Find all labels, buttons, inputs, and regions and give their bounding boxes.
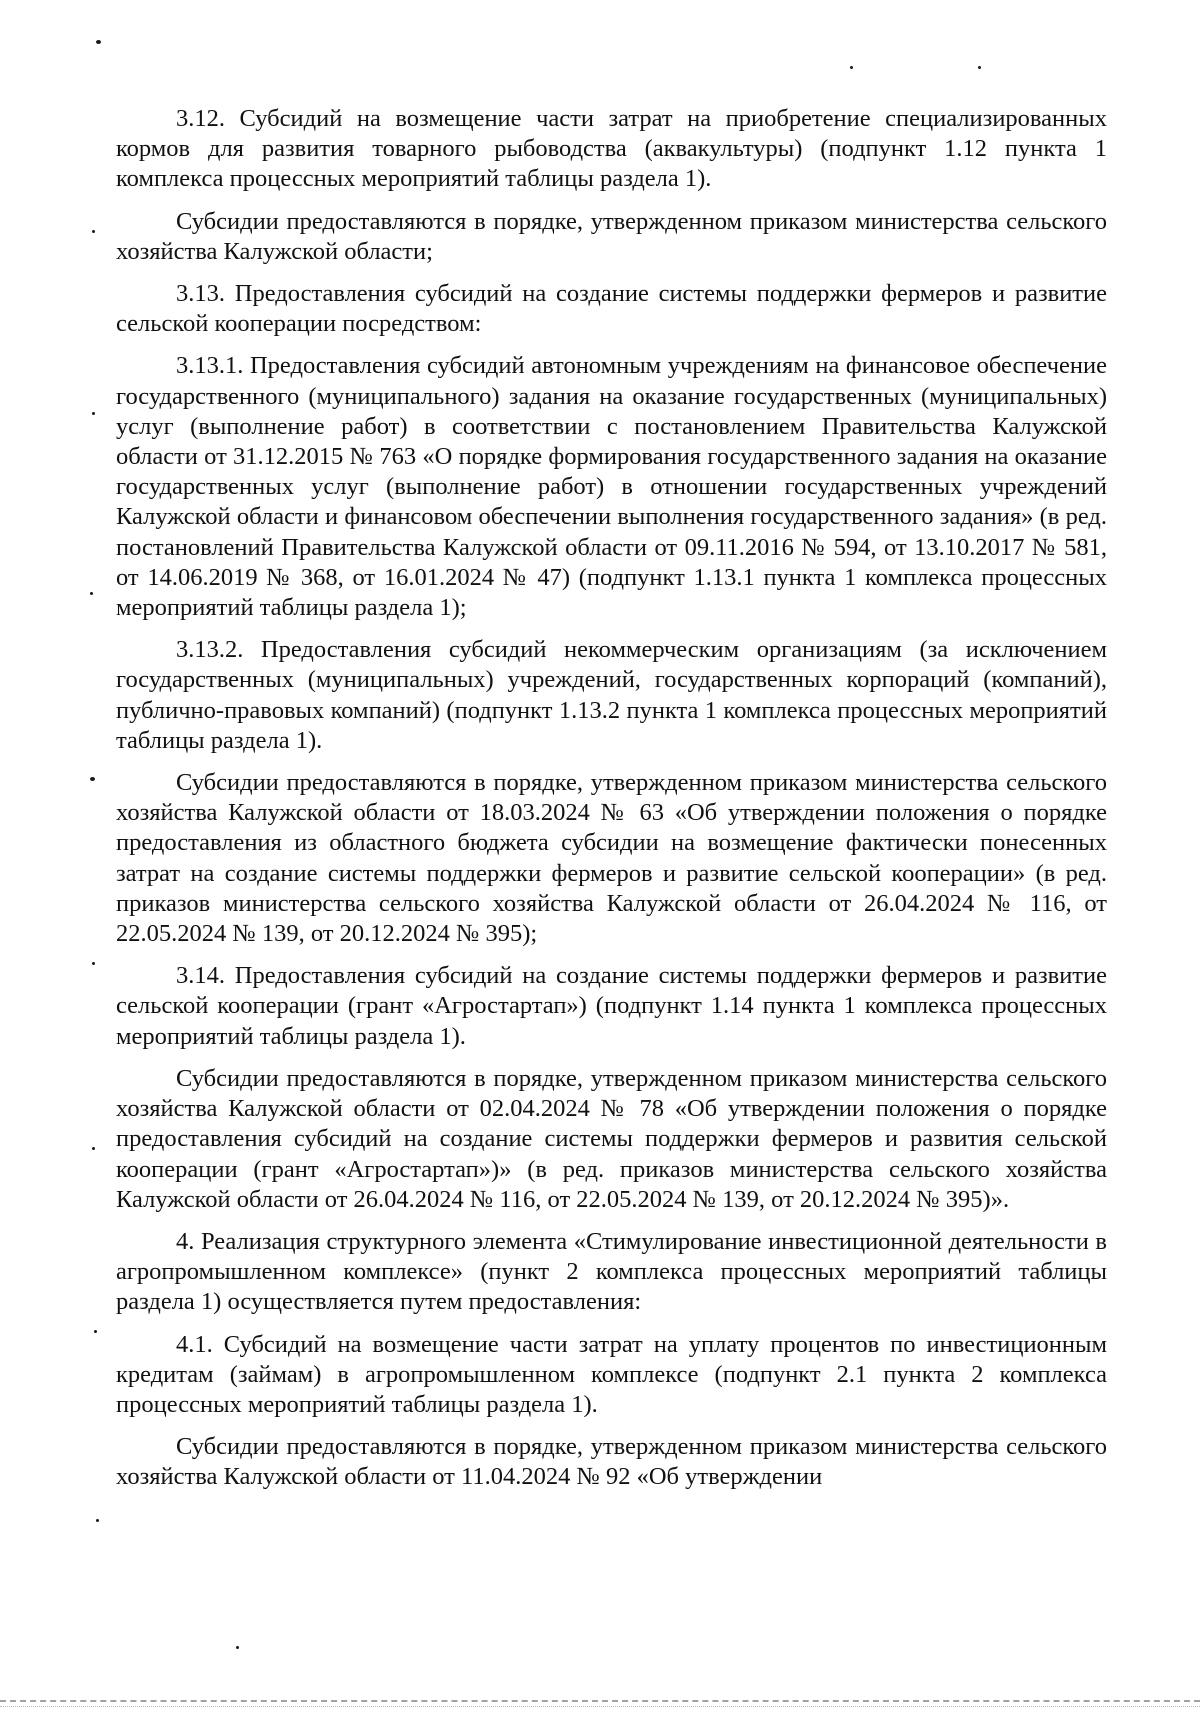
paragraph-4-1: 4.1. Субсидий на возмещение части затрат на уплату процентов по инвестиционным кредитам (займам) в агропромышленном комплексе (подпункт 2.1 пункта 2 комплекса процессных мероприятий таблицы раздела 1).: [116, 1330, 1107, 1418]
scan-speck: [236, 1646, 239, 1649]
document-body: [116, 104, 1107, 1505]
scan-speck: [96, 40, 101, 44]
paragraph-3-13-2-order: Субсидии предоставляются в порядке, утвержденном приказом министерства сельского хозяйства Калужской области от 18.03.2024 № 63 «Об утверждении положения о порядке предоставления из областного бюджета субсидии на возмещение фактически понесенных затрат на создание системы поддержки фермеров и развитие сельской кооперации» (в ред. приказов министерства сельского хозяйства Калужской области от 26.04.2024 № 116, от 22.05.2024 № 139, от 20.12.2024 № 395);: [116, 769, 1107, 948]
scan-edge-line: [0, 1706, 1200, 1707]
scan-speck: [94, 1330, 97, 1333]
scan-speck: [92, 412, 95, 415]
scan-speck: [96, 1519, 99, 1522]
paragraph-4: 4. Реализация структурного элемента «Стимулирование инвестиционной деятельности в агропромышленном комплексе» (пункт 2 комплекса процессных мероприятий таблицы раздела 1) осуществляется путем предоставления:: [116, 1227, 1107, 1316]
scan-speck: [90, 777, 95, 781]
paragraph-3-12-order: Субсидии предоставляются в порядке, утвержденном приказом министерства сельского хозяйства Калужской области;: [116, 207, 1107, 265]
scan-edge-line: [0, 1700, 1200, 1702]
paragraph-3-14-order: Субсидии предоставляются в порядке, утвержденном приказом министерства сельского хозяйства Калужской области от 02.04.2024 № 78 «Об утверждении положения о порядке предоставления субсидий на создание системы поддержки фермеров и развития сельской кооперации (грант «Агростартап»)» (в ред. приказов министерства сельского хозяйства Калужской области от 26.04.2024 № 116, от 22.05.2024 № 139, от 20.12.2024 № 395)».: [116, 1064, 1107, 1213]
paragraph-3-13-1: 3.13.1. Предоставления субсидий автономным учреждениям на финансовое обеспечение государственного (муниципального) задания на оказание государственных (муниципальных) услуг (выполнение работ) в соответствии с постановлением Правительства Калужской области от 31.12.2015 № 763 «О порядке формирования государственного задания на оказание государственных услуг (выполнение работ) в отношении государственных учреждений Калужской области и финансовом обеспечении выполнения государственного задания» (в ред. постановлений Правительства Калужской области от 09.11.2016 № 594, от 13.10.2017 № 581, от 14.06.2019 № 368, от 16.01.2024 № 47) (подпункт 1.13.1 пункта 1 комплекса процессных мероприятий таблицы раздела 1);: [116, 352, 1107, 622]
scan-speck: [850, 66, 853, 69]
paragraph-3-14: 3.14. Предоставления субсидий на создание системы поддержки фермеров и развитие сельской кооперации (грант «Агростартап») (подпункт 1.14 пункта 1 комплекса процессных мероприятий таблицы раздела 1).: [116, 962, 1107, 1050]
scan-speck: [92, 1147, 95, 1150]
scan-speck: [90, 592, 93, 595]
paragraph-3-13: 3.13. Предоставления субсидий на создание системы поддержки фермеров и развитие сельской кооперации посредством:: [116, 280, 1107, 338]
scan-speck: [978, 66, 981, 69]
paragraph-3-12: 3.12. Субсидий на возмещение части затрат на приобретение специализированных кормов для развития товарного рыбоводства (аквакультуры) (подпункт 1.12 пункта 1 комплекса процессных мероприятий таблицы раздела 1).: [116, 105, 1107, 193]
scan-speck: [92, 962, 95, 965]
paragraph-3-13-2: 3.13.2. Предоставления субсидий некоммерческим организациям (за исключением государственных (муниципальных) учреждений, государственных корпораций (компаний), публично-правовых компаний) (подпункт 1.13.2 пункта 1 комплекса процессных мероприятий таблицы раздела 1).: [116, 636, 1107, 754]
paragraph-4-1-order: Субсидии предоставляются в порядке, утвержденном приказом министерства сельского хозяйства Калужской области от 11.04.2024 № 92 «Об утверждении: [116, 1433, 1107, 1491]
scan-speck: [92, 230, 95, 233]
